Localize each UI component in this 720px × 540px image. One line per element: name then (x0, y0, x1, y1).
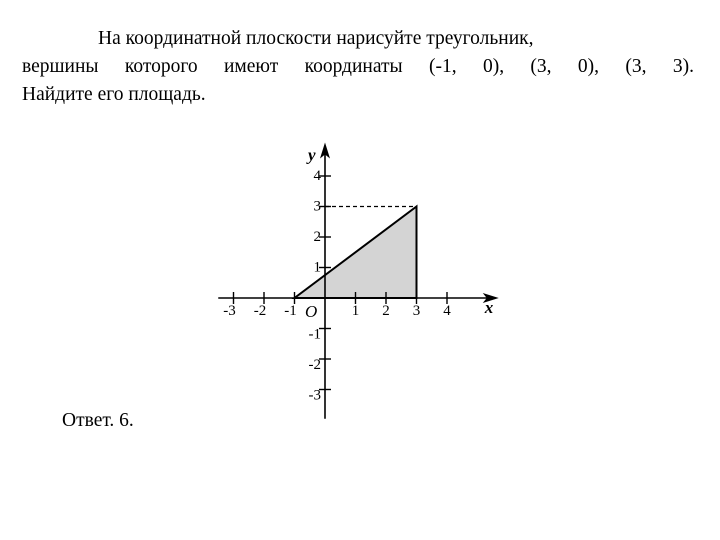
y-tick-label: 1 (313, 259, 321, 276)
x-tick-label: -2 (253, 303, 267, 319)
x-tick-label: 1 (351, 303, 360, 319)
x-tick-label: -3 (223, 303, 236, 319)
problem-line-3: Найдите его площадь. (22, 84, 206, 105)
origin-label: O (305, 302, 318, 321)
y-tick-label: -2 (308, 357, 321, 373)
y-tick-label: 4 (313, 168, 321, 184)
x-axis-label: x (484, 298, 494, 317)
triangle-shape (295, 207, 417, 299)
x-tick-label: 4 (443, 303, 451, 319)
x-tick-label: 2 (382, 303, 390, 319)
x-tick-label: -1 (284, 303, 297, 319)
y-tick-label: 2 (313, 229, 321, 245)
y-tick-label: -1 (308, 326, 321, 343)
x-tick-label: 3 (412, 303, 421, 319)
problem-line-1: На координатной плоскости нарисуйте треугольник, (98, 28, 534, 49)
problem-line-2: вершины которого имеют координаты (-1, 0), (3, 0), (3, 3). (22, 56, 694, 77)
answer-text: Ответ. 6. (62, 410, 134, 431)
y-tick-label: 3 (313, 198, 321, 215)
y-axis-label: y (308, 145, 316, 165)
y-tick-label: -3 (308, 387, 321, 404)
